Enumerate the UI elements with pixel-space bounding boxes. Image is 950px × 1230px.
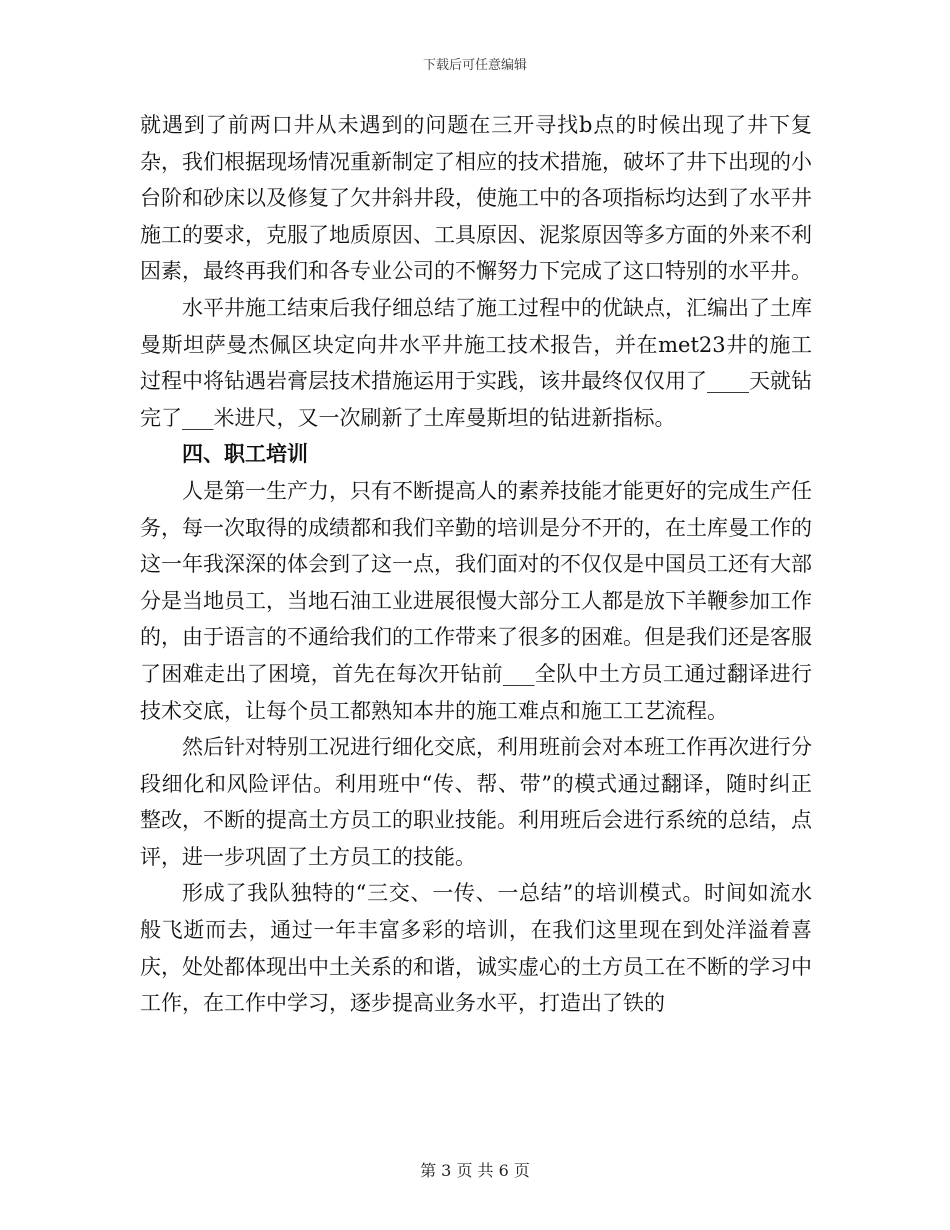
section-heading-staff-training: 四、职工培训 — [182, 441, 308, 467]
paragraph-training-details: 然后针对特别工况进行细化交底，利用班前会对本班工作再次进行分段细化和风险评估。利用班中“传、帮、带”的模式通过翻译，随时纠正整改，不断的提高土方员工的职业技能。利用班后会进行系统的总结，点评，进一步巩固了土方员工的技能。 — [140, 735, 812, 869]
paragraph-training-model: 形成了我队独特的“三交、一传、一总结”的培训模式。时间如流水般飞逝而去，通过一年丰富多彩的培训，在我们这里现在到处洋溢着喜庆，处处都体现出中土关系的和谐，诚实虚心的土方员工在不断的学习中工作，在工作中学习，逐步提高业务水平，打造出了铁的 — [140, 881, 812, 1016]
paragraph-continuation: 就遇到了前两口井从未遇到的问题在三开寻找b点的时候出现了井下复杂，我们根据现场情况重新制定了相应的技术措施，破坏了井下出现的小台阶和砂床以及修复了欠井斜井段，使施工中的各项指标均达到了水平井施工的要求，克服了地质原因、工具原因、泥浆原因等多方面的外来不利因素，最终再我们和各专业公司的不懈努力下完成了这口特别的水平井。 — [140, 113, 812, 284]
page-number: 第 3 页 共 6 页 — [420, 1161, 530, 1180]
document-body — [140, 107, 812, 1022]
paragraph-training-intro: 人是第一生产力，只有不断提高人的素养技能才能更好的完成生产任务，每一次取得的成绩都和我们辛勤的培训是分不开的，在土库曼工作的这一年我深深的体会到了这一点，我们面对的不仅仅是中国员工还有大部分是当地员工，当地石油工业进展很慢大部分工人都是放下羊鞭参加工作的，由于语言的不通给我们的工作带来了很多的困难。但是我们还是客服了困难走出了困境，首先在每次开钻前___全队中土方员工通过翻译进行技术交底，让每个员工都熟知本井的施工难点和施工工艺流程。 — [140, 478, 812, 723]
page-header: 下载后可任意编辑 — [422, 58, 527, 73]
paragraph-horizontal-well-report: 水平井施工结束后我仔细总结了施工过程中的优缺点，汇编出了土库曼斯坦萨曼杰佩区块定向井水平井施工技术报告，并在met23井的施工过程中将钻遇岩膏层技术措施运用于实践，该井最终仅仅用了____天就钻完了___米进尺，又一次刷新了土库曼斯坦的钻进新指标。 — [140, 295, 812, 430]
